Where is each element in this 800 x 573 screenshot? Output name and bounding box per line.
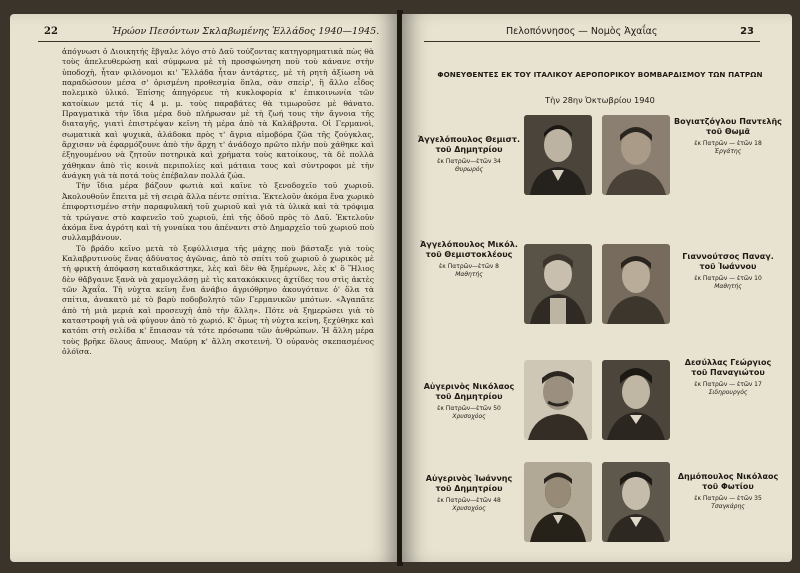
right-header-rule [424, 41, 760, 42]
victim-profession: Μαθητής [714, 283, 742, 290]
victim-portrait [524, 462, 592, 542]
victim-card [416, 360, 596, 446]
victim-parent: τοῦ Ἰωάννου [699, 262, 757, 271]
left-body-text [62, 47, 374, 357]
victim-origin-age: ἐκ Πατρῶν—ἐτῶν 8 [439, 263, 499, 270]
paragraph: Τὴν ἴδια μέρα βάζουν φωτιὰ καὶ καῖνε τὸ ξενοδοχεῖο τοῦ χωριοῦ. Ἀκολουθοῦν ἔπειτα μὲ τὴ σειρὰ ἄλλα πέντε σπίτια. Ἐκτελοῦν ἀκόμα ἕνα χωρικὸ ἐπιφορτισμένο στὴν παραφυλακή τοῦ χωριοῦ καὶ γιὰ τὰ ὑλικὰ καὶ τὰ τρόφιμα τὰ τρώγανε στὸ καφενεῖο τοῦ χωριοῦ, ἐπὶ τῆς ὁδοῦ πρὸς τὸ Δαῦ. Ἐκτελοῦν ἀκόμα ἕνα ἀγρότη καὶ τὴ γυναίκα του ἀπέναντι στὸ Δημαρχεῖο τοῦ χωριοῦ ποὺ συλλαμβάνουν. [62, 181, 374, 243]
victim-profession: Θυρωρός [454, 166, 484, 173]
victim-origin-age: ἐκ Πατρῶν — ἐτῶν 18 [694, 140, 762, 147]
victim-card [416, 115, 596, 201]
victim-card [602, 252, 782, 344]
victim-caption [674, 252, 782, 291]
victim-origin-age: ἐκ Πατρῶν—ἐτῶν 48 [437, 497, 501, 504]
victim-name: Ἀγγελόπουλος Μικόλ. [420, 240, 518, 249]
victim-parent: τοῦ Δημητρίου [435, 484, 503, 493]
victim-caption [416, 382, 522, 421]
victim-parent: τοῦ Φωτίου [702, 482, 754, 491]
paragraph: ἀπόγνωσι ὁ Διοικητής ἔβγαλε λόγο στὸ Δαῦ τούζοντας κατηγορηματικὰ πὼς θὰ τοὺς ἀπελευθερώσῃ καὶ σύμφωνα μὲ τὴ προσφώνηση ποὺ τοὺ κάνανε στὴν ὑποδοχὴ, ἦταν φιλόνομοι κι' Ἕλλάδα ἦταν ἀντάρτες, μὲ τὴ ρητὴ ἀξίωση νὰ παραδώσουν μέσα σ' ὀρισμένη προθεσμία ὅπλα, σὰν σπείρ', ἢ ἄλλο εἶδος πολεμικὸ ὑλικό. Ἐπίσης ἀπηγόρευε τὴ κυκλοφορία κ' ἐπικοινωνία τῶν κατοίκων μετά τίς 4 μ. μ. τοὺς παραβάτες θὰ τιμωροῦσε μὲ θάνατο. Πραγματικὰ τὴν ἴδια μέρα δυὸ πλήρωσαν μὲ τὴ ζωή τους τὴν ἄγνοια τῆς διαταγῆς, γιατὶ ἐπιστρέψαν κεῖνη τὴ μέρα ἀπὸ τὰ Καλάβρυτα. Οἱ Γερμανοὶ, σωματικὰ καὶ ψυχικὰ, ἀλάδοκα πρὸς τ' ἄγρια αἱμοβόρα ζῶα τῆς ζούγκλας, ἄρχισαν νὰ ἐφαρμόζουνε ἀπὸ τὴν ἄρχη τ' ἀνάδοχο πρῶτο πλήν ποὺ χάθηκε καὶ ἐξηγουμένου νὰ ζητοῦν ποτηρικὰ καὶ χρήματα τοὺς κατοίκους, τὰ δὲ πολλὰ χάθηκαν ἀπὸ τὶς κοινὰ περιπολίες καὶ μάταια τους καὶ σύντροφοι μὲ τὴν ἀνάγκη γιὰ τὰ ποτά τοὺς ἐπέβαλαν πολλά ζώα. [62, 47, 374, 181]
left-running-title: Ἡρώον Πεσόντων Σκλαβωμένης Ἑλλάδος 1940—1945. [112, 26, 380, 37]
victim-origin-age: ἐκ Πατρῶν — ἐτῶν 35 [694, 495, 762, 502]
memorial-date: Τὴν 28ην Ὀκτωβρίου 1940 [545, 95, 655, 105]
paragraph: Τὸ βράδυ κεῖνο μετὰ τὸ ξεφύλλισμα τῆς μάχης ποὺ βάσταξε γιὰ τοὺς Καλαβρυτινοὺς ἕνας ἀδύνατος ἀγῶνας, ἀπὸ τὸ σπίτι τοῦ χωριοῦ ὁ χωρικὸς μὲ τὴ φρικτὴ ἀπόφαση καταδικάστηκε, λὲς καὶ δὲν θὰ ξημέρωνε, λὲς κ' ὅ Ἥλιος δὲν θἄβγαινε ξανὰ νὰ χαμογελάσῃ μὲ τὶς κατακόκκινες ἀχτίδες του στὶς ἀκτὲς τῶν Ἀχαΐα. Τὴ νύχτα κεῖνη ἕνα ἀνάβιο ἀγριόθρηνο ἀκουγότανε ὁ' ὅλα τὰ σπίτια, ἀνακατὸ μὲ τὸ βαρὺ ποδοβολητὸ τῶν Γερμανικῶν μπότων. «Ἀγαπᾶτε ἀπὸ τὴ μιὰ μεριὰ καὶ προσευχὴ ἀπὸ τὴν ἄλλη». Πότε νὰ ξημερώσει γιὰ τὸ καταστροφὴ γιὰ νὰ φύγουν ἀπὸ τὸ χωριό. Κ' ὅμως τὴ νύχτα κείνη, ξεχύθηκε καὶ κατόπι στὴ σελίδα κ' ἔπιασαν τὰ τότε πρόσωπα τῶν ἀνθρώπων. Ἡ ἄλλη μέρα τοὺς βρῆκε ὅλους ἄπνους. Μαύρη κ' ἄλλη σκοτεινή. Ὁ οὐρανὸς σκεπασμένος ὁλόϊσα. [62, 243, 374, 356]
victim-origin-age: ἐκ Πατρῶν — ἐτῶν 10 [694, 275, 762, 282]
victim-portrait [602, 244, 670, 324]
victim-card [416, 462, 596, 548]
victim-caption [674, 117, 782, 156]
victim-origin-age: ἐκ Πατρῶν — ἐτῶν 17 [694, 381, 762, 388]
victim-profession: Μαθητής [455, 271, 483, 278]
victim-card [602, 360, 782, 446]
victim-origin-age: ἐκ Πατρῶν—ἐτῶν 34 [437, 158, 501, 165]
left-page-number: 22 [44, 26, 58, 37]
victim-name: Βογιατζόγλου Παντελῆς [674, 117, 782, 126]
victim-portrait [524, 360, 592, 440]
victim-profession: Ἐργάτης [714, 148, 742, 155]
victim-profession: Χρυσοχόος [452, 413, 486, 420]
victim-portrait [602, 115, 670, 195]
victim-portrait [602, 462, 670, 542]
victim-parent: τοῦ Θεμιστοκλέους [425, 250, 513, 259]
right-running-title: Πελοπόννησος — Νομὸς Ἀχαΐας [506, 26, 658, 37]
victim-portrait [524, 115, 592, 195]
victim-name: Δεσύλλας Γεώργιος [684, 358, 772, 367]
victim-card [416, 240, 596, 344]
victim-portrait [602, 360, 670, 440]
victim-profession: Χρυσοχόος [452, 505, 486, 512]
victim-name: Αὐγερινὸς Νικόλαος [423, 382, 515, 391]
victim-name: Γιαννούτσος Παναγ. [682, 252, 774, 261]
victim-name: Ἀγγελόπουλος Θεμιστ. [417, 135, 521, 144]
victim-name: Δημόπουλος Νικόλαος [677, 472, 779, 481]
victim-profession: Τσαγκάρης [711, 503, 745, 510]
left-page [10, 14, 398, 562]
victim-parent: τοῦ Δημητρίου [435, 392, 503, 401]
victim-caption [416, 135, 522, 174]
victim-card [602, 462, 782, 548]
victim-profession: Σιδηρουργός [708, 389, 748, 396]
victim-parent: τοῦ Δημητρίου [435, 145, 503, 154]
right-page [402, 14, 792, 562]
victim-origin-age: ἐκ Πατρῶν—ἐτῶν 50 [437, 405, 501, 412]
victim-caption [416, 240, 522, 279]
victim-parent: τοῦ Παναγιώτου [691, 368, 765, 377]
victim-portrait [524, 244, 592, 324]
victim-caption [416, 474, 522, 513]
left-header-rule [38, 41, 372, 42]
memorial-heading: ΦΟΝΕΥΘΕΝΤΕΣ ΕΚ ΤΟΥ ΙΤΑΛΙΚΟΥ ΑΕΡΟΠΟΡΙΚΟΥ ΒΟΜΒΑΡΔΙΣΜΟΥ ΤΩΝ ΠΑΤΡΩΝ [437, 70, 763, 79]
victim-caption [674, 358, 782, 397]
right-page-number: 23 [740, 26, 754, 37]
victim-name: Αὐγερινὸς Ἰωάννης [425, 474, 513, 483]
victim-caption [674, 472, 782, 511]
victim-card [602, 115, 782, 201]
victim-parent: τοῦ Θωμᾶ [706, 127, 750, 136]
